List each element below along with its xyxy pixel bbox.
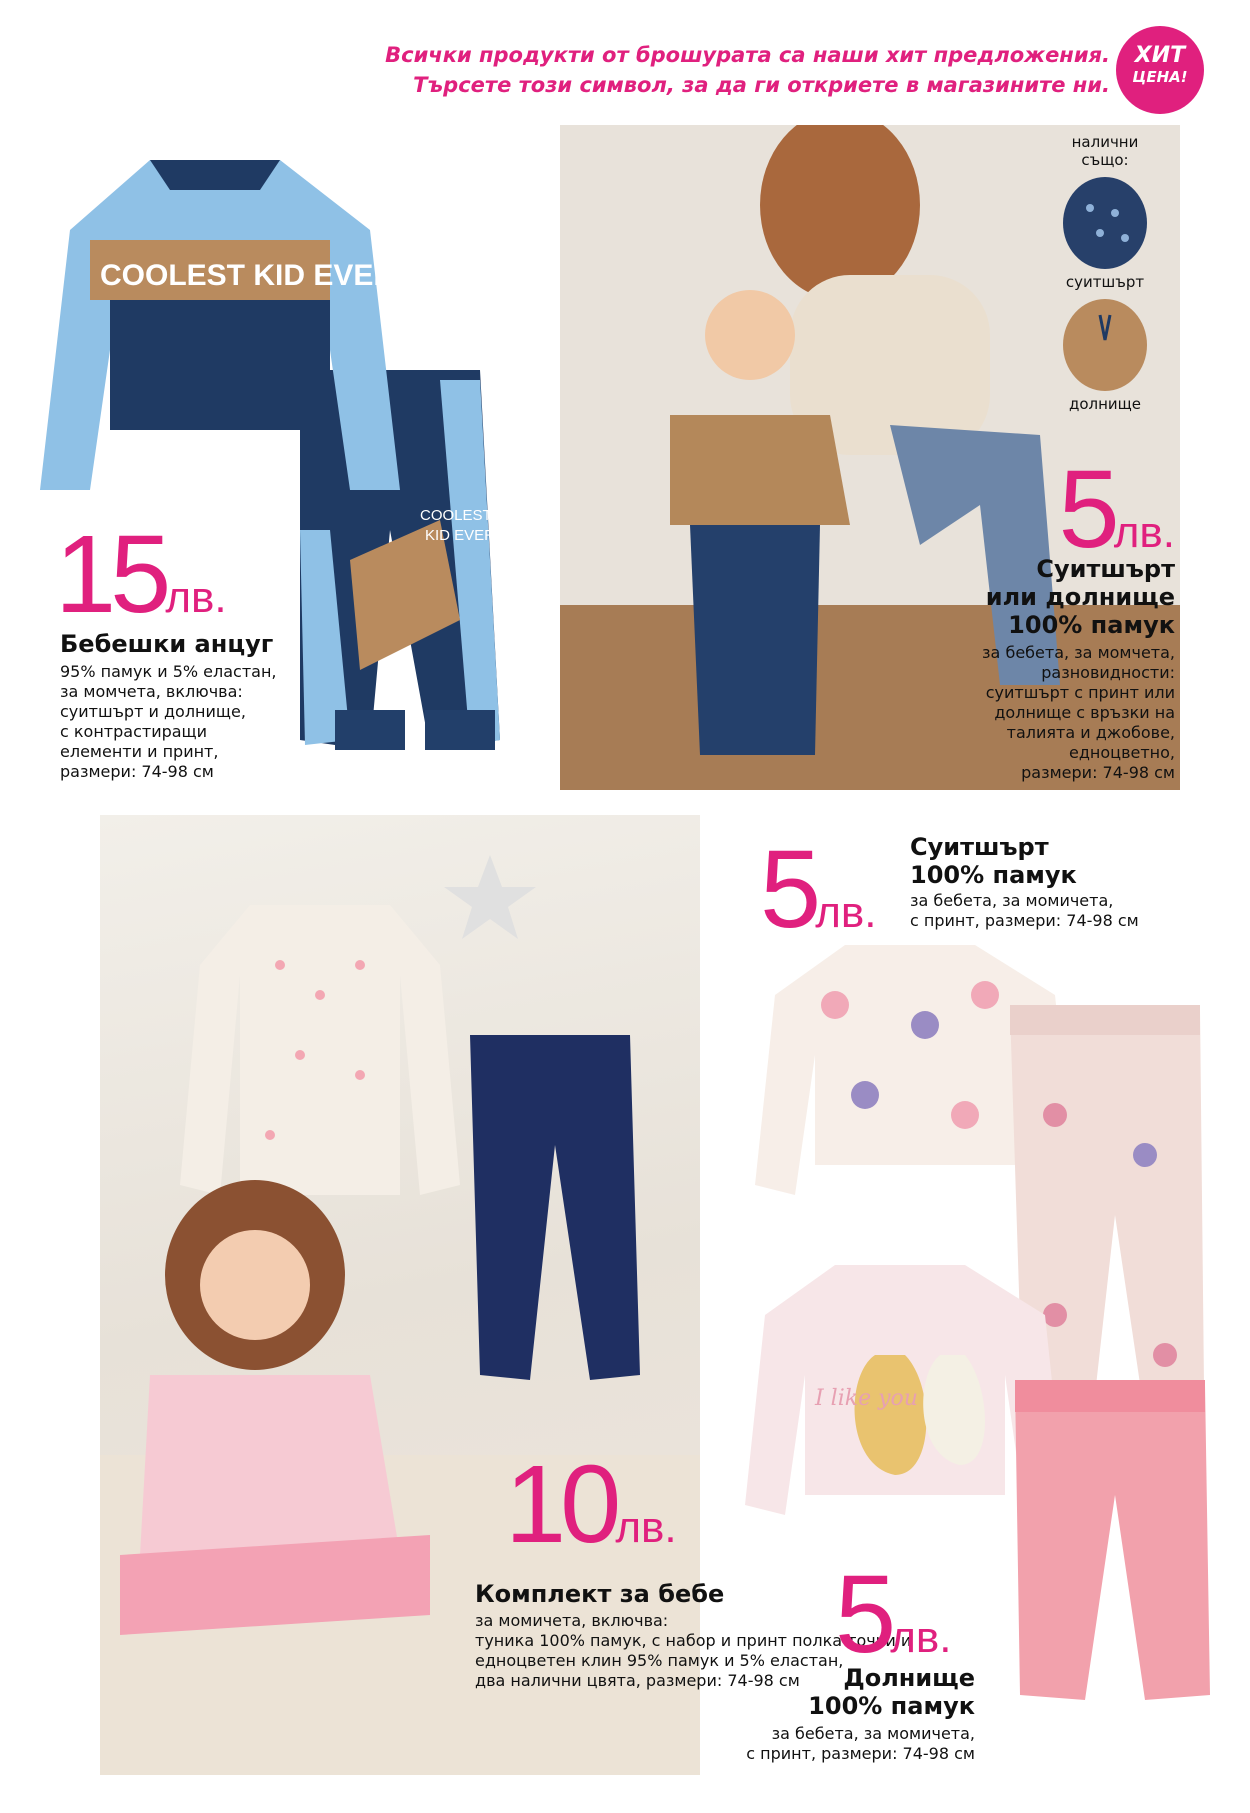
desc-line: размери: 74-98 см	[60, 762, 214, 781]
price-floral-sweatshirt	[760, 828, 877, 951]
desc-line: за момчета, включва:	[60, 682, 243, 701]
title-line: 100% памук	[910, 861, 1077, 889]
product-title-floral-sweatshirt	[910, 833, 1077, 889]
product-title-tracksuit: Бебешки анцуг	[60, 630, 274, 658]
price-currency: лв.	[1113, 508, 1175, 557]
title-line: Суитшърт	[1036, 555, 1175, 583]
hit-price-badge	[1116, 26, 1204, 114]
price-currency: лв.	[615, 1503, 677, 1552]
product-desc-sweatshirt-or-pants	[982, 643, 1175, 783]
tracksuit-sweatshirt	[40, 160, 400, 490]
price-value: 10	[505, 1443, 616, 1566]
girls-clothes-image	[725, 935, 1225, 1705]
price-currency: лв.	[165, 573, 227, 622]
product-title-girls-pants	[808, 1664, 975, 1720]
price-currency: лв.	[815, 888, 877, 937]
desc-line: едноцветно,	[1069, 743, 1175, 762]
price-girls-pants	[835, 1553, 952, 1676]
header-text	[385, 40, 1110, 100]
desc-line: суитшърт с принт или	[985, 683, 1175, 702]
desc-line: за момичета, включва:	[475, 1611, 669, 1630]
desc-line: с принт, размери: 74-98 см	[746, 1744, 975, 1763]
desc-line: два налични цвята, размери: 74-98 см	[475, 1671, 800, 1690]
title-line: 100% памук	[808, 1692, 975, 1720]
desc-line: едноцветен клин 95% памук и 5% еластан,	[475, 1651, 844, 1670]
desc-line: туника 100% памук, с набор и принт полка точки и	[475, 1631, 912, 1650]
pink-pants	[1015, 1380, 1210, 1700]
title-line: 100% памук	[1008, 611, 1175, 639]
pants-print-2: KID EVER	[425, 527, 496, 544]
badge-line-1: ХИТ	[1134, 43, 1186, 68]
price-value: 5	[760, 828, 816, 951]
variant-pants-label: долнище	[1068, 395, 1142, 413]
price-value: 15	[55, 513, 166, 636]
pear-print-text: I like you	[815, 1386, 918, 1411]
also-available	[1045, 133, 1165, 413]
also-available-label-1: налични	[1071, 133, 1139, 151]
desc-line: долнище с връзки на	[994, 703, 1175, 722]
title-line: или долнище	[985, 583, 1175, 611]
product-desc-girls-pants	[746, 1724, 975, 1764]
price-sweatshirt-or-pants	[1058, 448, 1175, 571]
sweatshirt-print: COOLEST KID EVER	[100, 259, 396, 292]
product-title-baby-set: Комплект за бебе	[475, 1580, 725, 1608]
desc-line: с контрастиращи	[60, 722, 208, 741]
price-baby-set	[505, 1443, 677, 1566]
also-available-label-2: също:	[1081, 151, 1129, 169]
desc-line: разновидности:	[1041, 663, 1175, 682]
header-line-1: Всички продукти от брошурата са наши хит предложения.	[385, 43, 1110, 67]
desc-line: размери: 74-98 см	[1021, 763, 1175, 782]
title-line: Суитшърт	[910, 833, 1049, 861]
desc-line: талията и джобове,	[1006, 723, 1175, 742]
price-currency: лв.	[890, 1613, 952, 1662]
variant-sweatshirt-image	[1045, 173, 1165, 273]
desc-line: за бебета, за момичета,	[910, 891, 1114, 910]
desc-line: за бебета, за момичета,	[771, 1724, 975, 1743]
desc-line: елементи и принт,	[60, 742, 219, 761]
product-desc-floral-sweatshirt	[910, 891, 1139, 931]
product-title-sweatshirt-or-pants	[986, 555, 1175, 639]
header-line-2: Търсете този символ, за да ги откриете в магазините ни.	[413, 73, 1110, 97]
variant-sweatshirt-label: суитшърт	[1065, 273, 1145, 291]
price-value: 5	[835, 1553, 891, 1676]
desc-line: 95% памук и 5% еластан,	[60, 662, 277, 681]
desc-line: за бебета, за момчета,	[982, 643, 1175, 662]
badge-line-2: ЦЕНА!	[1132, 68, 1188, 86]
desc-line: с принт, размери: 74-98 см	[910, 911, 1139, 930]
product-desc-tracksuit	[60, 662, 277, 782]
price-tracksuit	[55, 513, 227, 636]
variant-pants-image	[1045, 295, 1165, 395]
price-value: 5	[1058, 448, 1114, 571]
title-line: Долнище	[843, 1664, 975, 1692]
pants-print-1: COOLEST	[420, 507, 492, 524]
desc-line: суитшърт и долнище,	[60, 702, 246, 721]
